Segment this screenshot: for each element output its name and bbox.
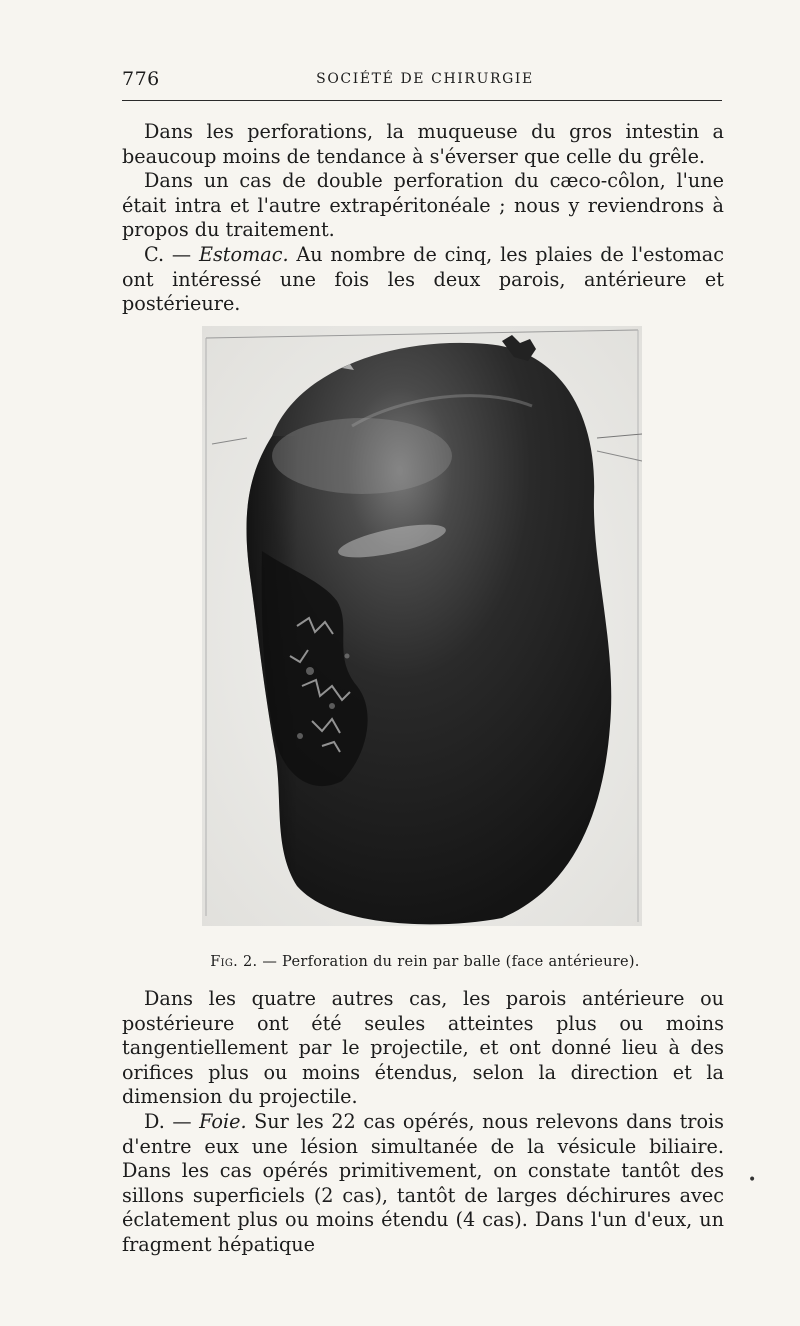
paragraph-large-intestine: Dans les perforations, la muqueuse du gros intestin a beaucoup moins de tendance à s'éverser que celle du grêle. (122, 120, 724, 168)
body-text-bottom (122, 987, 724, 1258)
figure-caption-text: — Perforation du rein par balle (face antérieure). (257, 954, 640, 970)
margin-mark: • (748, 1172, 757, 1188)
paragraph-caeco-colon: Dans un cas de double perforation du cæco-côlon, l'une était intra et l'autre extrapéritonéale ; nous y reviendrons à propos du traitement. (122, 169, 724, 242)
figure-caption (200, 954, 650, 970)
running-head: SOCIÉTÉ DE CHIRURGIE (316, 71, 534, 87)
paragraph-liver-text: Sur les 22 cas opérés, nous relevons dans trois d'entre eux une lésion simultanée de la vésicule biliaire. Dans les cas opérés primitivement, on constate tantôt des sillons superficiels (2 cas), tantôt de larges déchirures avec éclatement plus ou moins étendu (4 cas). Dans l'un d'eux, un fragment hépatique (122, 1109, 724, 1256)
header-rule (122, 100, 722, 101)
section-term-liver: Foie. (199, 1109, 247, 1133)
paragraph-stomach-text: Au nombre de cinq, les plaies de l'estomac ont intéressé une fois les deux parois, antérieure et postérieure. (122, 242, 724, 316)
paragraph-liver (122, 1110, 724, 1258)
kidney-photo-illustration (202, 326, 642, 926)
figure-label: Fig. 2. (210, 954, 258, 970)
body-text-top (122, 120, 724, 317)
paragraph-stomach (122, 243, 724, 317)
kidney-photograph (202, 326, 642, 926)
page-number: 776 (122, 68, 160, 90)
section-letter: D. — (144, 1109, 200, 1133)
section-letter: C. — (144, 242, 199, 266)
section-term-stomach: Estomac. (198, 242, 289, 266)
paragraph-other-cases: Dans les quatre autres cas, les parois antérieure ou postérieure ont été seules atteintes plus ou moins tangentiellement par le projectile, et ont donné lieu à des orifices plus ou moins étendus, selon la direction et la dimension du projectile. (122, 987, 724, 1109)
